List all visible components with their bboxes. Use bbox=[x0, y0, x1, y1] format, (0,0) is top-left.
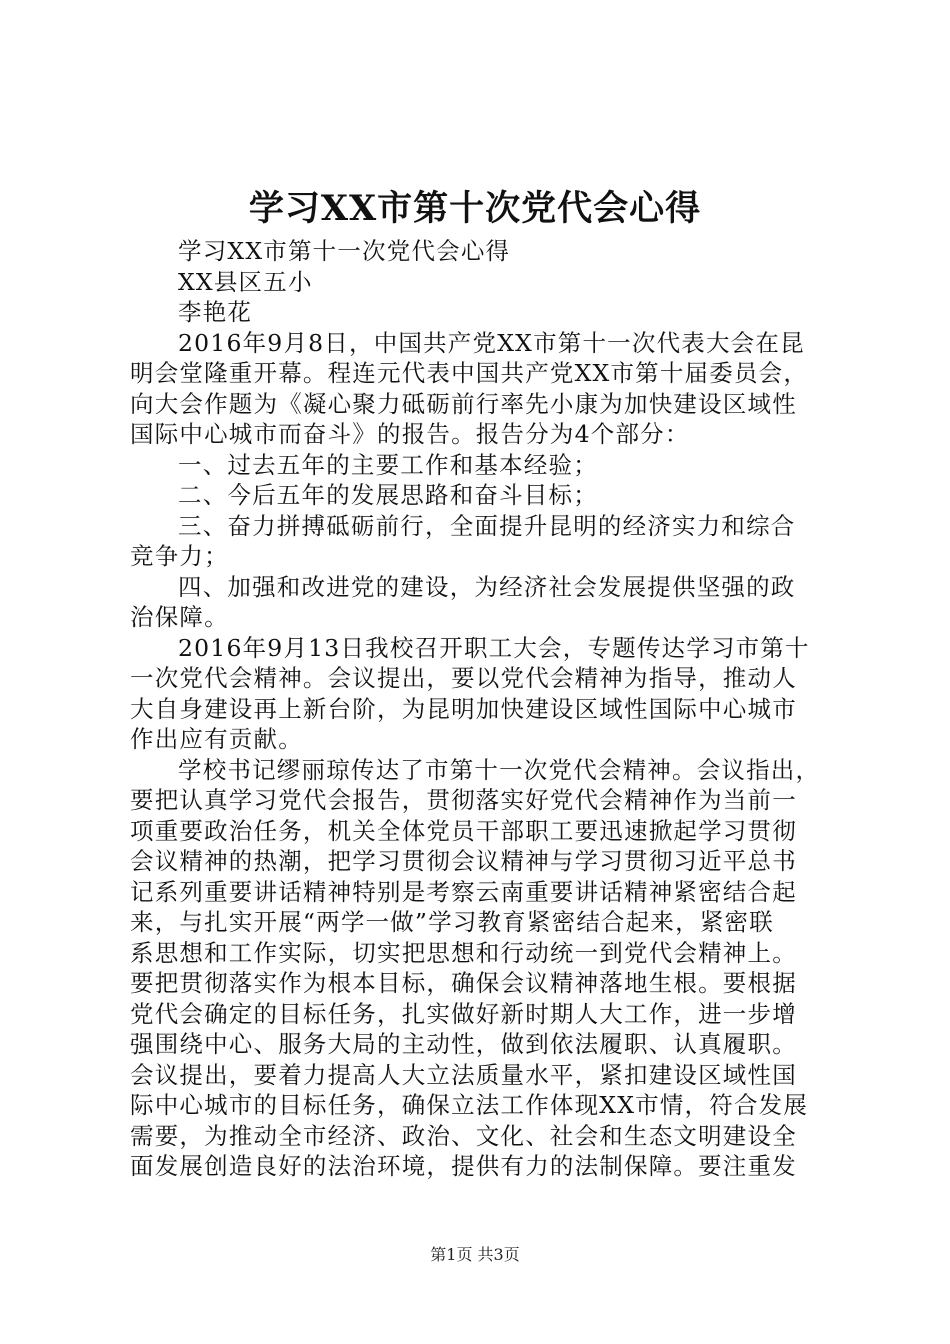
paragraph-line: 际中心城市的目标任务，确保立法工作体现XX市情，符合发展 bbox=[130, 1091, 809, 1119]
paragraph-line: 要把认真学习党代会报告，贯彻落实好党代会精神作为当前一 bbox=[130, 786, 797, 814]
paragraph-line: 系思想和工作实际，切实把思想和行动统一到党代会精神上。 bbox=[130, 938, 797, 967]
paragraph-line: 党代会确定的目标任务，扎实做好新时期人大工作，进一步增 bbox=[130, 999, 797, 1028]
paragraph-line: 会议精神的热潮，把学习贯彻会议精神与学习贯彻习近平总书 bbox=[130, 847, 797, 875]
paragraph-line: 四、加强和改进党的建设，为经济社会发展提供坚强的政 bbox=[178, 572, 796, 601]
paragraph-line: 2016年9月8日，中国共产党XX市第十一次代表大会在昆 bbox=[178, 328, 805, 357]
page-footer: 第1页 共3页 bbox=[430, 1245, 520, 1264]
paragraph-line: 学习XX市第十一次党代会心得 bbox=[178, 237, 511, 265]
paragraph-line: 面发展创造良好的法治环境，提供有力的法制保障。要注重发 bbox=[130, 1152, 797, 1180]
paragraph-line: XX县区五小 bbox=[178, 267, 313, 296]
paragraph-line: 国际中心城市而奋斗》的报告。报告分为4个部分： bbox=[130, 420, 690, 448]
paragraph-line: 三、奋力拼搏砥砺前行，全面提升昆明的经济实力和综合 bbox=[178, 511, 796, 540]
paragraph-line: 竞争力； bbox=[130, 542, 229, 570]
paragraph-line: 2016年9月13日我校召开职工大会，专题传达学习市第十 bbox=[178, 633, 810, 662]
paragraph-line: 强围绕中心、服务大局的主动性，做到依法履职、认真履职。 bbox=[130, 1030, 797, 1058]
paragraph-line: 明会堂隆重开幕。程连元代表中国共产党XX市第十届委员会， bbox=[130, 359, 809, 387]
paragraph-line: 会议提出，要着力提高人大立法质量水平，紧扣建设区域性国 bbox=[130, 1060, 797, 1089]
paragraph-line: 向大会作题为《凝心聚力砥砺前行率先小康为加快建设区域性 bbox=[130, 389, 797, 418]
paragraph-line: 大自身建设再上新台阶，为昆明加快建设区域性国际中心城市 bbox=[130, 694, 797, 723]
paragraph-line: 一次党代会精神。会议提出，要以党代会精神为指导，推动人 bbox=[130, 664, 797, 692]
paragraph-line: 二、今后五年的发展思路和奋斗目标； bbox=[178, 481, 598, 509]
paragraph-line: 记系列重要讲话精神特别是考察云南重要讲话精神紧密结合起 bbox=[130, 877, 797, 906]
paragraph-line: 来，与扎实开展“两学一做”学习教育紧密结合起来，紧密联 bbox=[130, 908, 774, 936]
paragraph-line: 需要，为推动全市经济、政治、文化、社会和生态文明建设全 bbox=[130, 1121, 797, 1150]
paragraph-line: 学校书记缪丽琼传达了市第十一次党代会精神。会议指出， bbox=[178, 755, 821, 784]
paragraph-line: 治保障。 bbox=[130, 603, 229, 631]
paragraph-line: 一、过去五年的主要工作和基本经验； bbox=[178, 450, 598, 479]
paragraph-line: 要把贯彻落实作为根本目标，确保会议精神落地生根。要根据 bbox=[130, 969, 797, 997]
paragraph-line: 作出应有贡献。 bbox=[130, 725, 303, 753]
document-body bbox=[130, 236, 830, 1182]
paragraph-line: 项重要政治任务，机关全体党员干部职工要迅速掀起学习贯彻 bbox=[130, 816, 797, 845]
document-title: 学习XX市第十次党代会心得 bbox=[248, 188, 702, 229]
paragraph-line: 李艳花 bbox=[178, 298, 253, 326]
